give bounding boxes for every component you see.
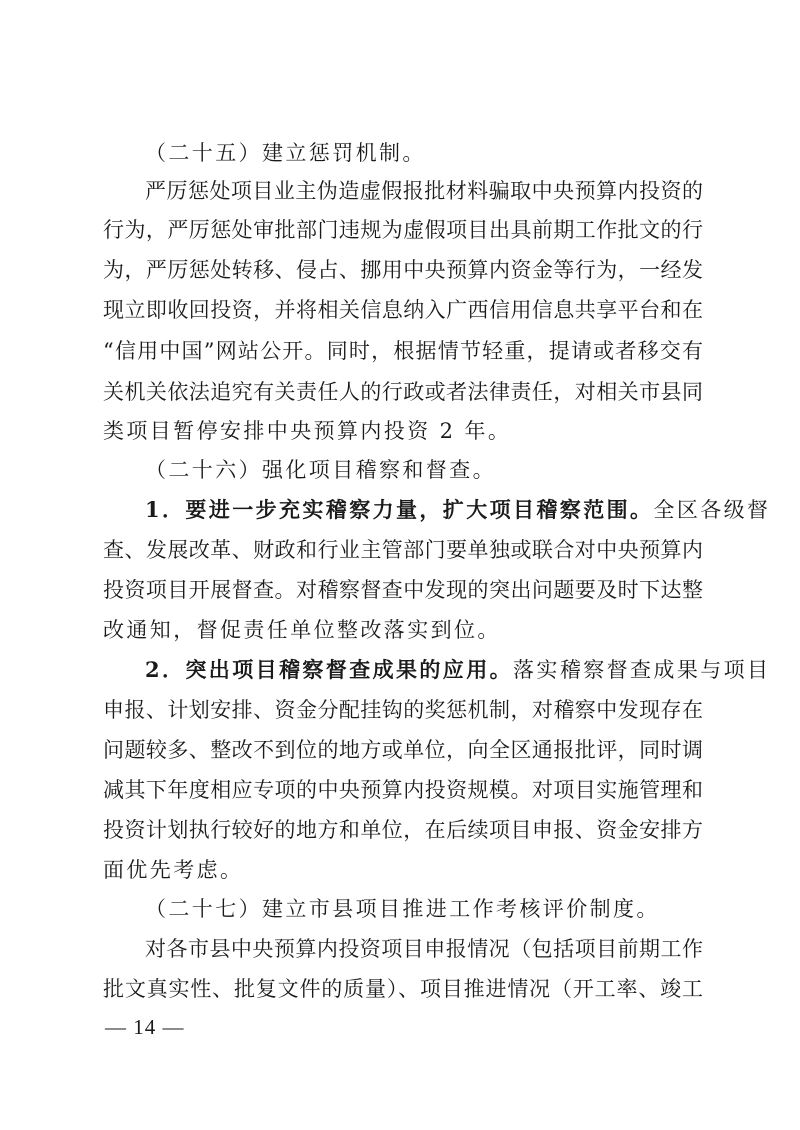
paragraph-line: 严厉惩处项目业主伪造虚假报批材料骗取中央预算内投资的 [145, 179, 703, 203]
paragraph-line: 投资项目开展督查。对稽察督查中发现的突出问题要及时下达整 [103, 578, 703, 602]
paragraph-line: 减其下年度相应专项的中央预算内投资规模。对项目实施管理和 [103, 778, 703, 802]
paragraph-line: 问题较多、整改不到位的地方或单位，向全区通报批评，同时调 [103, 738, 703, 762]
paragraph-line: 投资计划执行较好的地方和单位，在后续项目申报、资金安排方 [103, 818, 703, 842]
item-1-bold-title: 1．要进一步充实稽察力量，扩大项目稽察范围。 [145, 497, 654, 522]
paragraph-line [145, 655, 770, 685]
item-2-bold-title: 2．突出项目稽察督查成果的应用。 [145, 657, 514, 682]
section-heading-27: （二十七）建立市县项目推进工作考核评价制度。 [145, 897, 660, 921]
paragraph-line: 查、发展改革、财政和行业主管部门要单独或联合对中央预算内 [103, 538, 703, 562]
paragraph-line: 关机关依法追究有关责任人的行政或者法律责任，对相关市县同 [103, 380, 703, 404]
section-heading-26: （二十六）强化项目稽察和督查。 [145, 458, 496, 482]
paragraph-line: 申报、计划安排、资金分配挂钩的奖惩机制，对稽察中发现存在 [103, 698, 703, 722]
paragraph-line: 改通知，督促责任单位整改落实到位。 [103, 618, 501, 642]
paragraph-line: “信用中国”网站公开。同时，根据情节轻重，提请或者移交有 [103, 339, 703, 363]
section-heading-25: （二十五）建立惩罚机制。 [145, 141, 426, 165]
paragraph-line: 面优先考虑。 [103, 858, 244, 882]
paragraph-line: 对各市县中央预算内投资项目申报情况（包括项目前期工作 [145, 937, 703, 961]
paragraph-line [145, 495, 770, 525]
item-2-text: 落实稽察督查成果与项目 [513, 658, 771, 682]
paragraph-line: 批文真实性、批复文件的质量）、项目推进情况（开工率、竣工 [103, 977, 703, 1001]
page-number: — 14 — [105, 1015, 185, 1039]
paragraph-line: 行为，严厉惩处审批部门违规为虚假项目出具前期工作批文的行 [103, 218, 703, 242]
paragraph-line: 类项目暂停安排中央预算内投资 2 年。 [103, 419, 512, 443]
item-1-text: 全区各级督 [653, 498, 771, 522]
paragraph-line: 现立即收回投资，并将相关信息纳入广西信用信息共享平台和在 [103, 298, 703, 322]
paragraph-line: 为，严厉惩处转移、侵占、挪用中央预算内资金等行为，一经发 [103, 258, 703, 282]
